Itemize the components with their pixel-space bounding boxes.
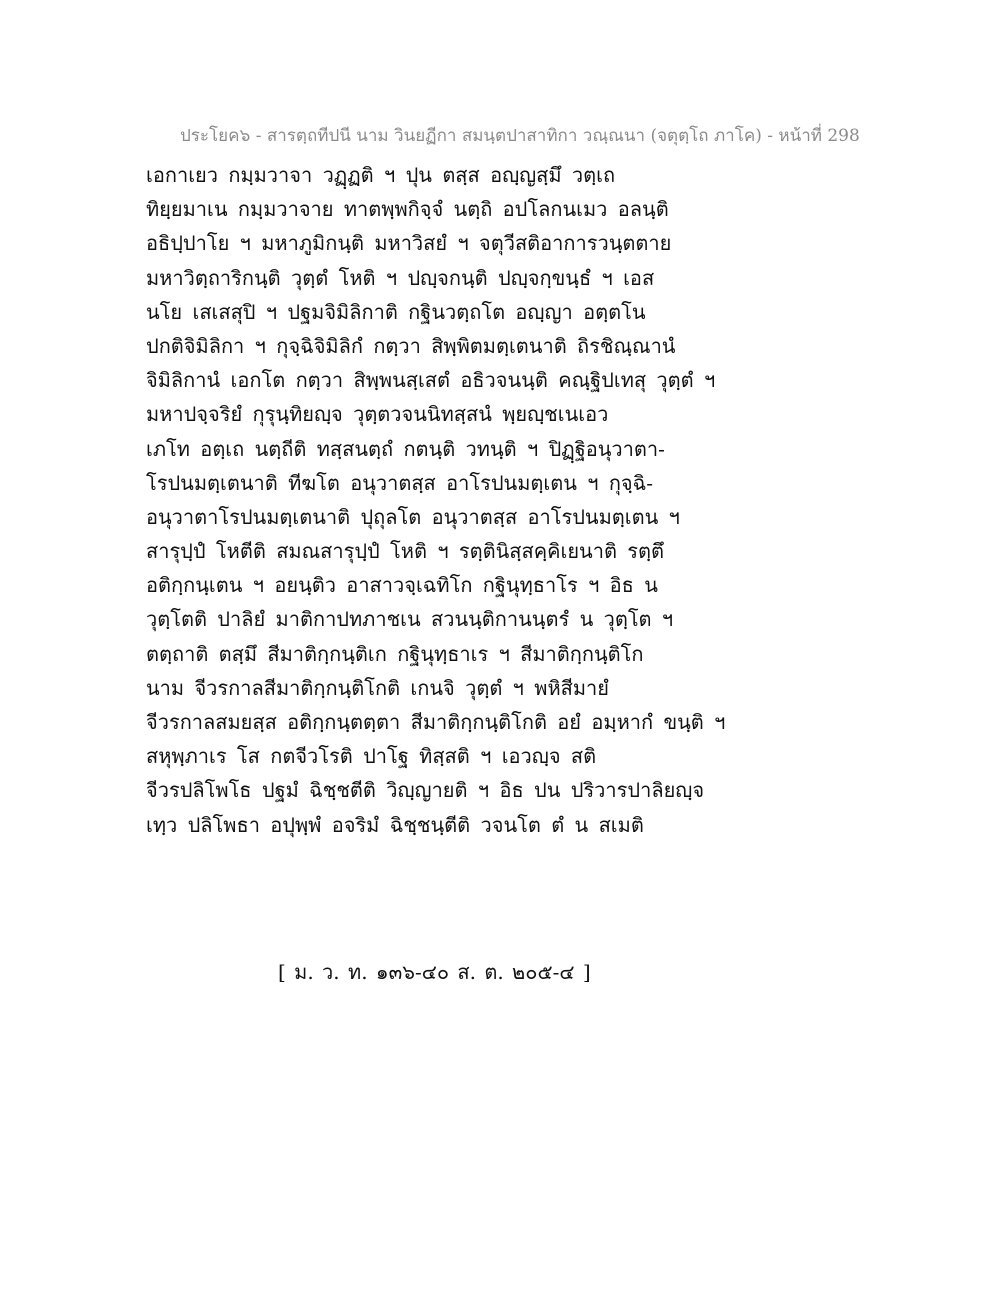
- body-text: [146, 158, 846, 842]
- text-line: อติกฺกนฺเตน ฯ อยนฺติว อาสาวจฺเฉทิโก กฐินุทฺธาโร ฯ อิธ น: [146, 573, 658, 598]
- text-line: นาม จีวรกาลสีมาติกฺกนฺติโกติ เกนจิ วุตฺตํ ฯ พหิสีมายํ: [146, 675, 609, 700]
- text-line: เภโท อตฺเถ นตฺถีติ ทสฺสนตฺถํ กตนฺติ วทนฺติ ฯ ปิฏฺฐิอนุวาตา-: [146, 436, 665, 461]
- text-line: เทฺว ปลิโพธา อปุพฺพํ อจริมํ ฉิชฺชนฺตีติ วจนโต ตํ น สเมติ: [146, 812, 644, 837]
- text-line: ทิยฺยมาเน กมฺมวาจาย ทาตพฺพกิจฺจํ นตฺถิ อปโลกนเมว อลนฺติ: [146, 197, 669, 222]
- text-line: จีวรปลิโพโธ ปฐมํ ฉิชฺชตีติ วิญฺญายติ ฯ อิธ ปน ปริวารปาลิยญฺจ: [146, 778, 705, 803]
- text-line: ตตฺถาติ ตสฺมึ สีมาติกฺกนฺติเก กฐินุทฺธาเร ฯ สีมาติกฺกนฺติโก: [146, 641, 644, 666]
- text-line: มหาปจฺจริยํ กุรุนฺทิยญฺจ วุตฺตวจนนิทสฺสนํ พฺยญฺชเนเอว: [146, 402, 609, 427]
- text-line: นโย เสเสสุปิ ฯ ปฐมจิมิลิกาติ กฐินวตฺถโต อญฺญา อตฺตโน: [146, 299, 646, 324]
- text-line: สารุปฺปํ โหตีติ สมณสารุปฺปํ โหติ ฯ รตฺตินิสฺสคฺคิเยนาติ รตฺตึ: [146, 539, 665, 564]
- reference-citation: [ ม. ว. ท. ๑๓๖-๔๐ ส. ต. ๒๐๕-๔ ]: [278, 960, 591, 984]
- text-line: จีวรกาลสมยสฺส อติกฺกนฺตตฺตา สีมาติกฺกนฺติโกติ อยํ อมฺหากํ ขนฺติ ฯ: [146, 710, 726, 734]
- text-line: โรปนมตฺเตนาติ ทีฆโต อนุวาตสฺส อาโรปนมตฺเตน ฯ กุจฺฉิ-: [146, 470, 654, 495]
- text-line: ปกติจิมิลิกา ฯ กุจฺฉิจิมิลิกํ กตฺวา สิพฺพิตมตฺเตนาติ ถิรชิณฺณานํ: [146, 333, 676, 358]
- text-line: อธิปฺปาโย ฯ มหาภูมิกนฺติ มหาวิสยํ ฯ จตุวีสติอาการวนฺตตาย: [146, 231, 672, 256]
- text-line: มหาวิตฺถาริกนฺติ วุตฺตํ โหติ ฯ ปญฺจกนฺติ ปญฺจกฺขนฺธํ ฯ เอส: [146, 265, 655, 290]
- text-line: เอกาเยว กมฺมวาจา วฏฺฏติ ฯ ปุน ตสฺส อญฺญสฺมึ วตฺเถ: [146, 163, 616, 187]
- text-line: จิมิลิกานํ เอกโต กตฺวา สิพฺพนสฺเสตํ อธิวจนนฺติ คณฺฐิปเทสุ วุตฺตํ ฯ: [146, 368, 716, 393]
- page-header: ประโยค๖ - สารตฺถทีปนี นาม วินยฏีกา สมนฺตปาสาทิกา วณฺณนา (จตุตฺโถ ภาโค) - หน้าที่ 298: [180, 126, 860, 146]
- text-line: สหุพฺภาเร โส กตจีวโรติ ปาโฐ ทิสฺสติ ฯ เอวญฺจ สติ: [146, 744, 597, 769]
- text-line: อนุวาตาโรปนมตฺเตนาติ ปุถุลโต อนุวาตสฺส อาโรปนมตฺเตน ฯ: [146, 504, 680, 529]
- text-line: วุตฺโตติ ปาลิยํ มาติกาปทภาชเน สวนนฺติกานนฺตรํ น วุตฺโต ฯ: [146, 607, 674, 632]
